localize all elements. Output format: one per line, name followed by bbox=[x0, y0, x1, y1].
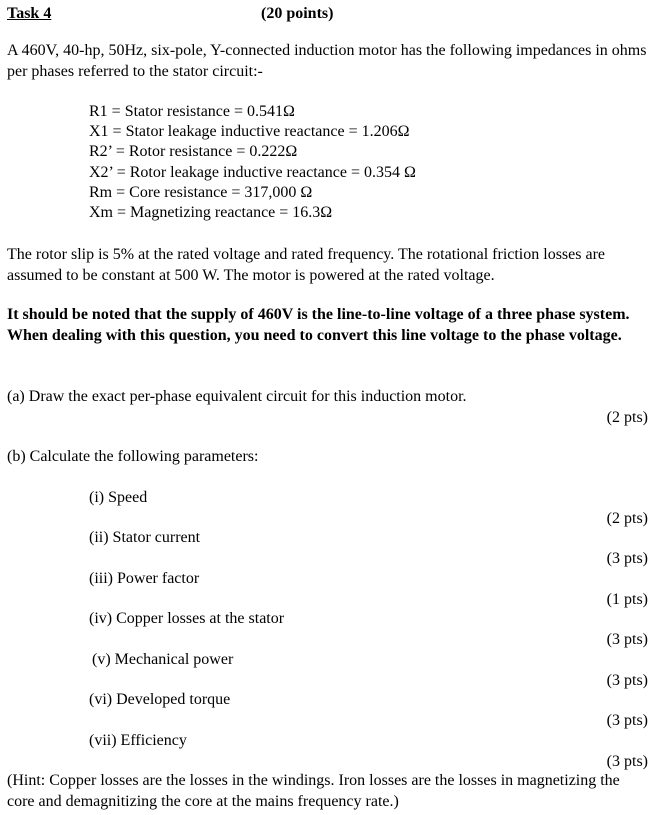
item-mechanical-power-pts: (3 pts) bbox=[606, 672, 648, 689]
item-mechanical-power: (v) Mechanical power bbox=[92, 651, 234, 668]
item-developed-torque: (vi) Developed torque bbox=[89, 691, 231, 708]
item-developed-torque-pts: (3 pts) bbox=[606, 712, 648, 729]
item-stator-current: (ii) Stator current bbox=[89, 529, 201, 546]
impedance-r1: R1 = Stator resistance = 0.541Ω bbox=[89, 103, 295, 120]
impedance-r2: R2’ = Rotor resistance = 0.222Ω bbox=[89, 143, 298, 160]
item-efficiency: (vii) Efficiency bbox=[89, 732, 187, 749]
item-efficiency-pts: (3 pts) bbox=[606, 753, 648, 770]
part-b-text: (b) Calculate the following parameters: bbox=[7, 448, 259, 465]
impedance-xm: Xm = Magnetizing reactance = 16.3Ω bbox=[89, 204, 333, 221]
impedance-rm: Rm = Core resistance = 317,000 Ω bbox=[89, 184, 313, 201]
item-speed-pts: (2 pts) bbox=[606, 510, 648, 527]
item-copper-losses: (iv) Copper losses at the stator bbox=[89, 610, 285, 627]
impedance-x1: X1 = Stator leakage inductive reactance = 1.206Ω bbox=[89, 123, 410, 140]
hint-paragraph: (Hint: Copper losses are the losses in the windings. Iron losses are the losses in magnetizing the core and demagnitizing the core at the mains frequency rate.) bbox=[7, 772, 620, 810]
task-title: Task 4 bbox=[7, 5, 52, 22]
part-a-text: (a) Draw the exact per-phase equivalent circuit for this induction motor. bbox=[7, 388, 467, 405]
item-speed: (i) Speed bbox=[89, 489, 148, 506]
item-copper-losses-pts: (3 pts) bbox=[606, 631, 648, 648]
task-points: (20 points) bbox=[261, 5, 334, 22]
item-stator-current-pts: (3 pts) bbox=[606, 550, 648, 567]
impedance-x2: X2’ = Rotor leakage inductive reactance = 0.354 Ω bbox=[89, 164, 416, 181]
item-power-factor: (iii) Power factor bbox=[89, 570, 200, 587]
part-a-pts: (2 pts) bbox=[606, 409, 648, 426]
intro-paragraph: A 460V, 40-hp, 50Hz, six-pole, Y-connected induction motor has the following impedances in ohms per phases referred to the stator circuit:- bbox=[7, 42, 647, 80]
note-paragraph: It should be noted that the supply of 460V is the line-to-line voltage of a three phase system. When dealing with this question, you need to convert this line voltage to the phase voltage. bbox=[7, 306, 630, 344]
item-power-factor-pts: (1 pts) bbox=[606, 591, 648, 608]
slip-paragraph: The rotor slip is 5% at the rated voltage and rated frequency. The rotational friction losses are assumed to be constant at 500 W. The motor is powered at the rated voltage. bbox=[7, 246, 606, 284]
